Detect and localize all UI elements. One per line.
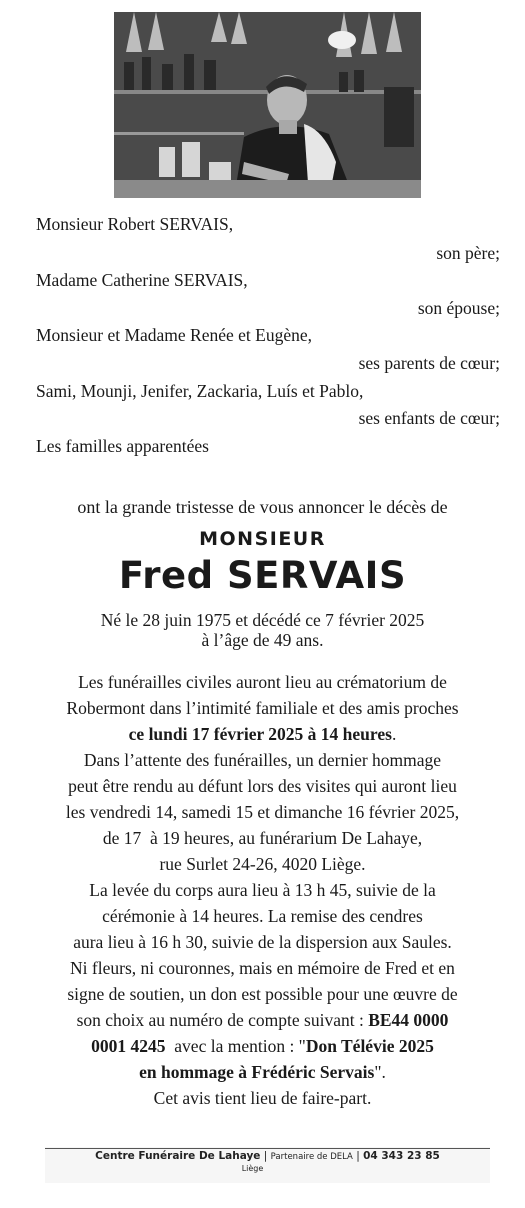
footer-divider: [45, 1148, 490, 1149]
family-member-2: [36, 270, 500, 290]
age-line: à l’âge de 49 ans.: [201, 630, 324, 650]
funeral-home-city: Liège: [241, 1164, 264, 1173]
family-role: ses parents de cœur;: [358, 353, 500, 373]
family-name: Sami, Mounji, Jenifer, Zackaria, Luís et Pablo,: [36, 381, 364, 401]
text-line: les vendredi 14, samedi 15 et dimanche 16 février 2025,: [65, 802, 460, 822]
text-line: Cet avis tient lieu de faire-part.: [153, 1088, 372, 1108]
funeral-home-footer: [45, 1150, 490, 1175]
family-role-2: [36, 298, 500, 318]
text-line: Les funérailles civiles auront lieu au crématorium de: [78, 672, 447, 692]
family-name: Monsieur et Madame Renée et Eugène,: [36, 325, 313, 345]
donation-mention: Don Télévie 2025: [305, 1036, 434, 1056]
family-name: Monsieur Robert SERVAIS,: [36, 214, 234, 234]
text-line: son choix au numéro de compte suivant : BE44 0000: [76, 1010, 449, 1030]
phone-number: 04 343 23 85: [363, 1150, 440, 1162]
family-role: son père;: [436, 243, 500, 263]
deceased-name: Fred SERVAIS: [118, 554, 407, 597]
text-line: cérémonie à 14 heures. La remise des cendres: [102, 906, 423, 926]
dates-line: Né le 28 juin 1975 et décédé ce 7 février 2025: [100, 610, 425, 630]
account-number-end: 0001 4245: [91, 1036, 166, 1056]
funeral-details: [0, 669, 525, 1111]
family-member-5: [36, 436, 500, 456]
family-role: ses enfants de cœur;: [358, 408, 500, 428]
funeral-home-name: Centre Funéraire De Lahaye: [95, 1150, 261, 1162]
family-role-4: [36, 408, 500, 428]
family-role: son épouse;: [417, 298, 500, 318]
separator: |: [263, 1150, 271, 1162]
text-line: signe de soutien, un don est possible pour une œuvre de: [67, 984, 458, 1004]
text-line: en hommage à Frédéric Servais".: [139, 1062, 386, 1082]
family-name: Madame Catherine SERVAIS,: [36, 270, 248, 290]
text-line: La levée du corps aura lieu à 13 h 45, suivie de la: [89, 880, 436, 900]
family-member-3: [36, 325, 500, 345]
account-number: BE44 0000: [368, 1010, 449, 1030]
family-member-4: [36, 381, 500, 401]
text-line: aura lieu à 16 h 30, suivie de la dispersion aux Saules.: [73, 932, 452, 952]
family-name: Les familles apparentées: [36, 436, 209, 456]
text-line: Dans l’attente des funérailles, un dernier hommage: [83, 750, 442, 770]
text-line: 0001 4245 avec la mention : "Don Télévie 2025: [91, 1036, 434, 1056]
partner-label: Partenaire de DELA: [270, 1152, 353, 1162]
donation-mention-2: en hommage à Frédéric Servais: [139, 1062, 375, 1082]
portrait-photo: [114, 12, 421, 198]
honorific-title: MONSIEUR: [199, 528, 326, 550]
text-line: Ni fleurs, ni couronnes, mais en mémoire de Fred et en: [70, 958, 455, 978]
text-line: Robermont dans l’intimité familiale et des amis proches: [66, 698, 459, 718]
text-line: ce lundi 17 février 2025 à 14 heures.: [128, 724, 397, 744]
family-role-1: [36, 243, 500, 263]
text-line: de 17 à 19 heures, au funérarium De Lahaye,: [102, 828, 423, 848]
text-line: peut être rendu au défunt lors des visites qui auront lieu: [68, 776, 457, 796]
birth-death-dates: [0, 610, 525, 650]
separator: |: [356, 1150, 364, 1162]
family-role-3: [36, 353, 500, 373]
text-line: rue Surlet 24-26, 4020 Liège.: [159, 854, 366, 874]
announcement-intro: ont la grande tristesse de vous annoncer le décès de: [77, 497, 448, 517]
family-member-1: [36, 214, 500, 234]
funeral-date: ce lundi 17 février 2025 à 14 heures: [128, 724, 392, 744]
